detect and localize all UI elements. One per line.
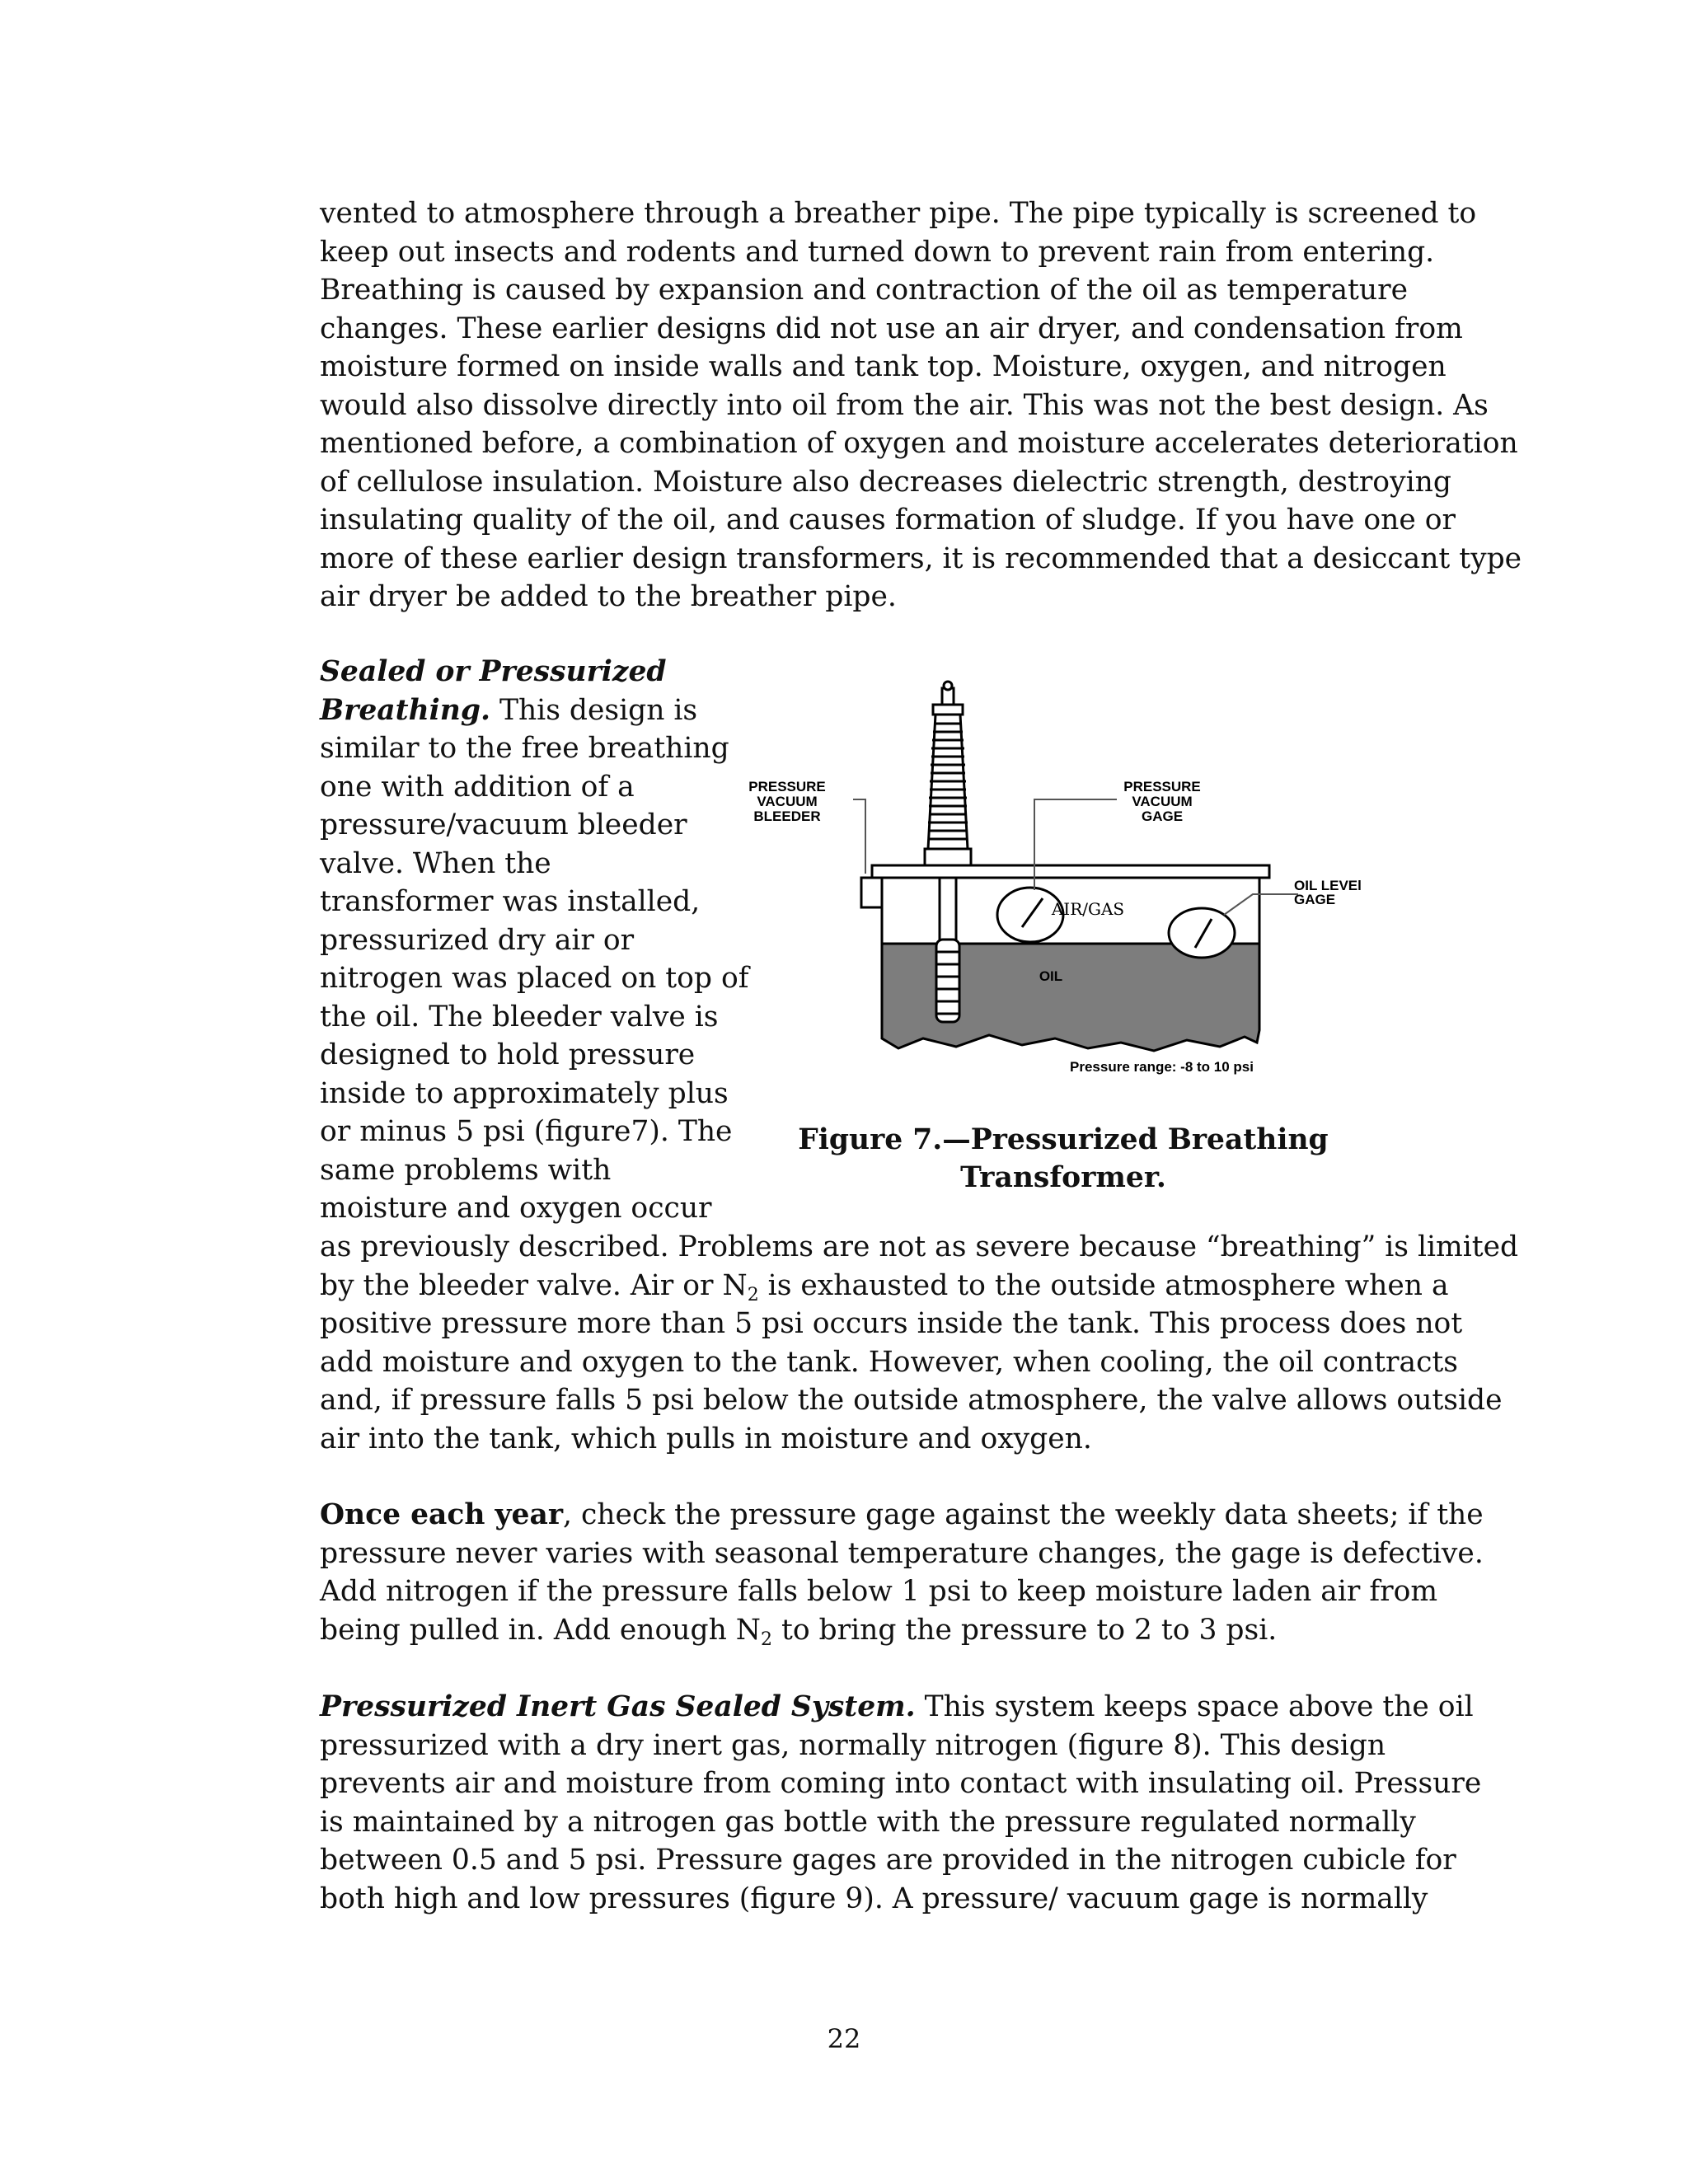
- label-gage-1: PRESSURE: [1123, 779, 1201, 794]
- section-heading: Sealed or Pressurized: [320, 655, 667, 688]
- bold-lead: Once each year: [320, 1498, 564, 1531]
- text-line: insulating quality of the oil, and causes formation of sludge. If you have one or: [320, 504, 1456, 537]
- text-line: between 0.5 and 5 psi. Pressure gages are provided in the nitrogen cubicle for: [320, 1844, 1456, 1877]
- caption-line: Figure 7.—Pressurized Breathing: [798, 1123, 1329, 1156]
- text-line: designed to hold pressure: [320, 1038, 696, 1071]
- text-fragment: This system keeps space above the oil: [915, 1690, 1474, 1723]
- text-line: both high and low pressures (figure 9). A pressure/ vacuum gage is normally: [320, 1882, 1428, 1915]
- text-fragment: to bring the pressure to 2 to 3 psi.: [771, 1613, 1278, 1647]
- text-line: [320, 1611, 1490, 1650]
- text-line: the oil. The bleeder valve is: [320, 1000, 719, 1033]
- text-line: air into the tank, which pulls in moisture and oxygen.: [320, 1422, 1092, 1455]
- lower-insulator: [936, 940, 959, 1022]
- text-line: as previously described. Problems are not as severe because “breathing” is limited: [320, 1230, 1519, 1263]
- text-line: valve. When the: [320, 846, 551, 880]
- section-heading: Breathing.: [320, 693, 490, 727]
- oil-level-gage: [1169, 908, 1235, 958]
- text-line: inside to approximately plus: [320, 1076, 729, 1110]
- text-line: similar to the free breathing: [320, 732, 729, 765]
- text-line: or minus 5 psi (figure7). The: [320, 1115, 733, 1148]
- text-line: vented to atmosphere through a breather pipe. The pipe typically is screened to: [320, 197, 1477, 230]
- page-number: 22: [827, 2023, 861, 2055]
- text-line: [320, 1496, 1490, 1535]
- bushing: [925, 682, 971, 865]
- text-line: of cellulose insulation. Moisture also decreases dielectric strength, destroying: [320, 465, 1451, 499]
- text-fragment: being pulled in. Add enough N: [320, 1613, 761, 1647]
- text-line: pressurized with a dry inert gas, normally nitrogen (figure 8). This design: [320, 1728, 1386, 1762]
- paragraph-once-each-year: [320, 1496, 1490, 1649]
- text-line: pressurized dry air or: [320, 923, 635, 957]
- text-line: Breathing is caused by expansion and contraction of the oil as temperature: [320, 274, 1409, 307]
- text-line: would also dissolve directly into oil from the air. This was not the best design. As: [320, 388, 1489, 422]
- text-line: same problems with: [320, 1153, 612, 1187]
- text-fragment: is exhausted to the outside atmosphere when a: [758, 1268, 1449, 1302]
- paragraph-breather-pipe: [320, 194, 1522, 616]
- section-heading: Pressurized Inert Gas Sealed System.: [320, 1690, 916, 1723]
- text-line: changes. These earlier designs did not use an air dryer, and condensation from: [320, 312, 1463, 345]
- leader-bleeder: [853, 799, 865, 874]
- text-line: [320, 691, 748, 730]
- text-line: prevents air and moisture from coming into contact with insulating oil. Pressure: [320, 1767, 1482, 1800]
- text-line: transformer was installed,: [320, 885, 701, 918]
- caption-line: Transformer.: [960, 1161, 1166, 1194]
- figure-caption: [742, 1121, 1385, 1197]
- label-gage-3: GAGE: [1141, 808, 1184, 824]
- text-line: positive pressure more than 5 psi occurs inside the tank. This process does not: [320, 1307, 1463, 1340]
- text-line: keep out insects and rodents and turned down to prevent rain from entering.: [320, 235, 1435, 269]
- paragraph-sealed-breathing-continued: [320, 1228, 1519, 1458]
- label-oil-level-2: GAGE: [1294, 892, 1336, 907]
- subscript: 2: [747, 1284, 759, 1305]
- text-line: moisture formed on inside walls and tank top. Moisture, oxygen, and nitrogen: [320, 350, 1447, 383]
- text-line: [320, 1267, 1490, 1305]
- label-gage-2: VACUUM: [1132, 794, 1193, 809]
- text-line: and, if pressure falls 5 psi below the outside atmosphere, the valve allows outside: [320, 1384, 1503, 1417]
- tank-top: [872, 865, 1269, 878]
- text-line: Add nitrogen if the pressure falls below 1 psi to keep moisture laden air from: [320, 1575, 1438, 1608]
- label-bleeder-3: BLEEDER: [753, 808, 821, 824]
- label-pressure-range: Pressure range: -8 to 10 psi: [1070, 1059, 1254, 1075]
- text-line: is maintained by a nitrogen gas bottle with the pressure regulated normally: [320, 1805, 1416, 1839]
- paragraph-sealed-breathing-side: [320, 653, 748, 1228]
- paragraph-inert-gas-system: [320, 1688, 1490, 1918]
- label-bleeder-1: PRESSURE: [748, 779, 826, 794]
- text-line: moisture and oxygen occur: [320, 1192, 712, 1225]
- figure-pressurized-breathing-transformer: [725, 676, 1418, 1104]
- text-line: [320, 1688, 1490, 1727]
- text-line: add moisture and oxygen to the tank. However, when cooling, the oil contracts: [320, 1345, 1458, 1379]
- text-fragment: , check the pressure gage against the weekly data sheets; if the: [563, 1498, 1484, 1531]
- text-line: more of these earlier design transformers, it is recommended that a desiccant type: [320, 541, 1522, 575]
- text-line: pressure never varies with seasonal temperature changes, the gage is defective.: [320, 1536, 1484, 1570]
- text-fragment: This design is: [490, 693, 698, 727]
- text-fragment: by the bleeder valve. Air or N: [320, 1268, 748, 1302]
- label-air-gas: AIR/GAS: [1051, 899, 1125, 919]
- text-line: nitrogen was placed on top of: [320, 962, 749, 995]
- label-oil-level-1: OIL LEVEl: [1294, 878, 1362, 893]
- text-line: one with addition of a: [320, 770, 635, 804]
- text-line: mentioned before, a combination of oxygen and moisture accelerates deterioration: [320, 427, 1518, 460]
- text-line: pressure/vacuum bleeder: [320, 808, 687, 841]
- subscript: 2: [760, 1629, 772, 1650]
- bleeder-valve: [861, 878, 882, 907]
- text-line: air dryer be added to the breather pipe.: [320, 580, 897, 613]
- label-bleeder-2: VACUUM: [757, 794, 818, 809]
- label-oil: OIL: [1039, 968, 1063, 984]
